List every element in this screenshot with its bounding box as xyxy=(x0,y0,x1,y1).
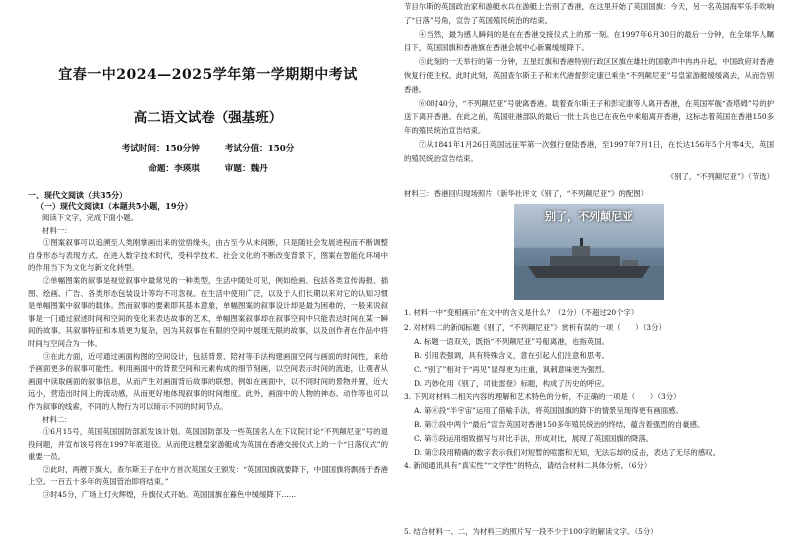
paragraph: ①图案叙事可以追溯至人类刚掌画出来的觉悟缘头，由古至今从未间断，只是随社会发展进程而不断调整自身形态与表现方式。在进入数字技术时代，受科学技术、社会文化的不断改变背景下，图案在智能化环境中的作用当下为文化与新文化转型。 xyxy=(28,238,388,273)
question-option: B. 引用表强调，具有特殊含义，意在引起人们注意和思考。 xyxy=(414,350,609,360)
question: 4. 新闻通讯具有“真实性”“文学性”的特点，请结合材料二具体分析。（6分） xyxy=(404,461,652,471)
material3-label: 材料三：香港回归现场照片（新华社评文《别了，“不列颠尼亚”》的配图） xyxy=(404,188,649,198)
material-label: 材料一： xyxy=(42,225,72,235)
paragraph: ③在此方面，近可通过画面构图的空间设计，包括背景、陪衬等手法构建画面空间与画面的时间性，来给予画面更多的叙事可能性。利用画面中的背景空间和元素构成的细节刻画，以空间表示时间的流逝，让观者从画面中读取画面的叙事信息，从而产生对画面背后故事的联想。例如在画面中，以不同时间的景物并置，近大远小，营造出时间上的流动感，从而更好地体现叙事的时间维度。此外，画面中的人物的神态、动作等也可以作为叙事的线索，不同的人物行为可以暗示不同的时间节点。 xyxy=(28,351,388,411)
exam-time: 考试时间：150分钟 xyxy=(121,144,200,154)
exam-score: 考试分值：150分 xyxy=(224,144,295,154)
exam-reviewer: 审题：魏丹 xyxy=(224,164,268,174)
exam-title: 宜春一中2024—2025学年第一学期期中考试 xyxy=(58,67,358,83)
section-heading: 一、现代文阅读（共35分） xyxy=(28,190,128,200)
question: 2. 对材料二的新闻标题《别了，“不列颠尼亚”》赏析有误的一项（ ）（3分） xyxy=(404,323,666,333)
exam-meta xyxy=(28,142,388,154)
question-option: A. 标题一语双关，既指“不列颠尼亚”号船离港，也指英国。 xyxy=(414,337,609,347)
paragraph: ②单幅图案的叙事是视觉叙事中最常见的一种类型，生活中随处可见，例如绘画、包括各类宣传海报、插图、绘画、广告、各类形态包装设计等均不可忽视。在生活中使用广泛，以及于人们长期以来对它的认知习惯是单幅图案中叙事的载体。然而叙事的要素即其基本意象，单幅图案的叙事设计却是最为困难的，一般来说叙事是一门通过叙述时间和空间的变化来表达故事的艺术，单幅图案叙事却在叙事空间中只能表达时间在某一瞬间的故事。其叙事特征和本质更为复杂，因为其叙事在有限的空间中展现无限的故事，以及创作者在作品中将时间与空间合为一体。 xyxy=(28,275,388,348)
news-photo xyxy=(514,204,664,300)
paragraph: ③时45分，广场上灯火辉煌，升旗仪式开始。英国国旗在暮色中缓缓降下…… xyxy=(42,490,297,500)
paragraph: ②此时，两艘下旗大，查尔斯王子在中方首次英国女王颁发：“英国国旗就要降下，中国国旗将飘扬于香港上空。一百五十多年的英国管治即将结束。” xyxy=(28,464,388,487)
question-option: B. 第⑦段中两个“最后”宣告英国对香港150多年殖民统治的终结，蕴含着强烈的自豪感。 xyxy=(414,419,705,429)
photo-banner: 别了，不列颠尼亚 xyxy=(545,209,633,223)
exam-subtitle: 高二语文试卷（强基班） xyxy=(133,110,283,126)
exam-author: 命题：李瑛琪 xyxy=(148,164,200,174)
subsection-heading: （一）现代文阅读Ⅰ（本题共5小题，19分） xyxy=(36,201,193,211)
question-list xyxy=(404,306,774,474)
question-option: A. 第⑥段“半宇宙”运用了借喻手法，将英国国旗的降下的情景呈现得更有画面感。 xyxy=(414,406,683,416)
paragraph: ①6月15号，英国英国国防部派发该计划。英国国防部及一些英国名人在下议院讨论“不列颠尼亚”号的退役问题，并宣布该号将在1997年底退役。从而使这艘皇家游艇成为英国在香港交接仪式上的一个“日落仪式”的重要一员。 xyxy=(28,427,388,462)
paragraph: ④当然，最为感人瞬间的是在在香港交接仪式上的那一刻。在1997年6月30日的最后一分钟，在全球华人瞩目下，英国国旗和香港旗在香港会展中心新翼缓缓降下。 xyxy=(404,29,774,53)
question-option: D. 巧妙化用《别了，司徒雷登》标题，构成了历史的呼应。 xyxy=(414,378,610,388)
question: 1. 材料一中“变相画示”在文中的含义是什么？（2分）（不超过20个字） xyxy=(404,307,639,317)
question: 3. 下列对材料二相关内容的理解和艺术特色的分析，不正确的一项是（ ）（3分） xyxy=(404,392,681,402)
question-option: D. 第②段用精确的数字表示我们对短暂的喧嚣和无知，无法忘却的反击，表达了无尽的感叹。 xyxy=(414,447,720,457)
paragraph: ⑤此刻的一天举行的第一分钟，五星红旗和香港特别行政区区旗在雄壮的国歌声中冉冉升起，中国政府对香港恢复行使主权。此时此刻，英国查尔斯王子和末代港督彭定康已乘坐“不列颠尼亚”号皇家游艇缓缓离去，从而告别香港。 xyxy=(404,57,774,94)
ship-illustration xyxy=(514,204,664,300)
exam-staff xyxy=(28,162,388,174)
question-option: C. “别了”相对于“再见”显得更为庄重，讽刺意味更为强烈。 xyxy=(414,364,610,374)
material-caption: 《别了，“不列颠尼亚”》（节选） xyxy=(666,171,774,181)
right-column xyxy=(404,0,774,549)
left-column xyxy=(28,0,388,549)
question-option: C. 第⑤段运用细致描写与对比手法，形成对比，展现了英国国旗的降落。 xyxy=(414,433,654,443)
paragraph: 节目尔斯的英国政治家和游艇水兵在游艇上告别了香港，在这里开始了英国国旗：今天，另一名英国海军乐手吹响了“日落”号角，宣告了英国殖民统治的结束。 xyxy=(404,2,774,25)
paragraph: ⑦从1841年1月26日英国远征军第一次强行登陆香港，至1997年7月1日，在长达156年5个月零4天，英国的殖民统治宣告结束。 xyxy=(404,139,774,163)
paragraph: ⑥0时40分，“不列颠尼亚”号驶离香港。载着查尔斯王子和彭定康等人离开香港，在英国军舰“查塔姆”号的护送下离开香港。在此之前，英国驻港部队的最后一批士兵也已在夜色中乘船离开香港，这标志着英国在香港150多年的殖民统治宣告结束。 xyxy=(404,98,774,136)
question: 5. 结合材料一、二，为材料三的照片写一段不少于100字的解读文字。（5分） xyxy=(404,527,658,537)
instruction: 阅读下文字，完成下面小题。 xyxy=(42,213,139,222)
material-label: 材料二： xyxy=(42,414,72,424)
